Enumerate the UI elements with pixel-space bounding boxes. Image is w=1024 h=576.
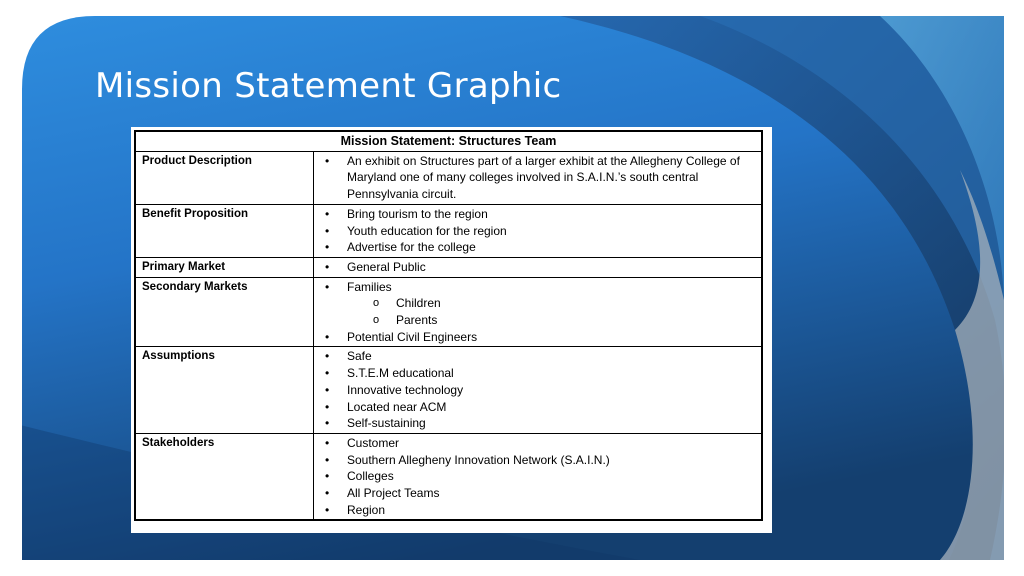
bullet-list	[320, 279, 756, 346]
row-content	[314, 277, 763, 347]
bullet-text: All Project Teams	[347, 486, 440, 501]
bullet-text: Potential Civil Engineers	[347, 329, 478, 344]
bullet-item	[320, 329, 756, 346]
bullet-item	[320, 259, 756, 276]
bullet-item	[320, 239, 756, 256]
sub-bullet-item: o Parents	[347, 312, 756, 329]
row-label: Benefit Proposition	[135, 204, 314, 257]
table-row	[135, 277, 762, 347]
bullet-text: Region	[347, 502, 386, 517]
bullet-list	[320, 153, 756, 203]
row-content	[314, 151, 763, 204]
bullet-text: Bring tourism to the region	[347, 206, 488, 221]
row-label: Assumptions	[135, 347, 314, 434]
row-label: Secondary Markets	[135, 277, 314, 347]
bullet-item	[320, 382, 756, 399]
bullet-item	[320, 502, 756, 519]
bullet-text: General Public	[347, 259, 426, 274]
row-content	[314, 347, 763, 434]
bullet-text: Advertise for the college	[347, 240, 476, 255]
row-content	[314, 204, 763, 257]
bullet-item	[320, 468, 756, 485]
bullet-list	[320, 435, 756, 519]
bullet-text: Colleges	[347, 469, 394, 484]
bullet-text: Families	[347, 279, 392, 294]
bullet-item	[320, 153, 756, 203]
bullet-item	[320, 206, 756, 223]
slide-title: Mission Statement Graphic	[95, 66, 562, 106]
table-row	[135, 204, 762, 257]
bullet-list	[320, 348, 756, 432]
table-row	[135, 433, 762, 520]
bullet-text: Innovative technology	[347, 382, 464, 397]
row-content	[314, 257, 763, 277]
bullet-text: Customer	[347, 435, 400, 450]
bullet-item	[320, 223, 756, 240]
bullet-text: Southern Allegheny Innovation Network (S.A.I.N.)	[347, 452, 610, 467]
bullet-list	[320, 206, 756, 256]
row-label: Primary Market	[135, 257, 314, 277]
bullet-item	[320, 485, 756, 502]
bullet-text: S.T.E.M educational	[347, 366, 454, 381]
bullet-text: Safe	[347, 349, 372, 364]
table-row	[135, 347, 762, 434]
row-label: Product Description	[135, 151, 314, 204]
bullet-text: An exhibit on Structures part of a larger exhibit at the Allegheny College of Maryland one of many colleges involved in S.A.I.N.’s south central Pennsylvania circuit.	[347, 153, 740, 202]
table-row	[135, 257, 762, 277]
bullet-item	[320, 365, 756, 382]
sub-bullet-list	[347, 295, 756, 328]
bullet-text: Self-sustaining	[347, 416, 426, 431]
table-heading: Mission Statement: Structures Team	[135, 131, 762, 151]
bullet-item	[320, 279, 756, 329]
table-row	[135, 151, 762, 204]
bullet-item	[320, 435, 756, 452]
sub-bullet-item: o Children	[347, 295, 756, 312]
bullet-item	[320, 348, 756, 365]
bullet-item	[320, 415, 756, 432]
table-panel	[131, 127, 772, 533]
bullet-text: Youth education for the region	[347, 223, 507, 238]
row-label: Stakeholders	[135, 433, 314, 520]
bullet-list	[320, 259, 756, 276]
mission-statement-table	[134, 130, 763, 521]
bullet-text: Located near ACM	[347, 399, 447, 414]
row-content	[314, 433, 763, 520]
bullet-item	[320, 452, 756, 469]
bullet-item	[320, 399, 756, 416]
